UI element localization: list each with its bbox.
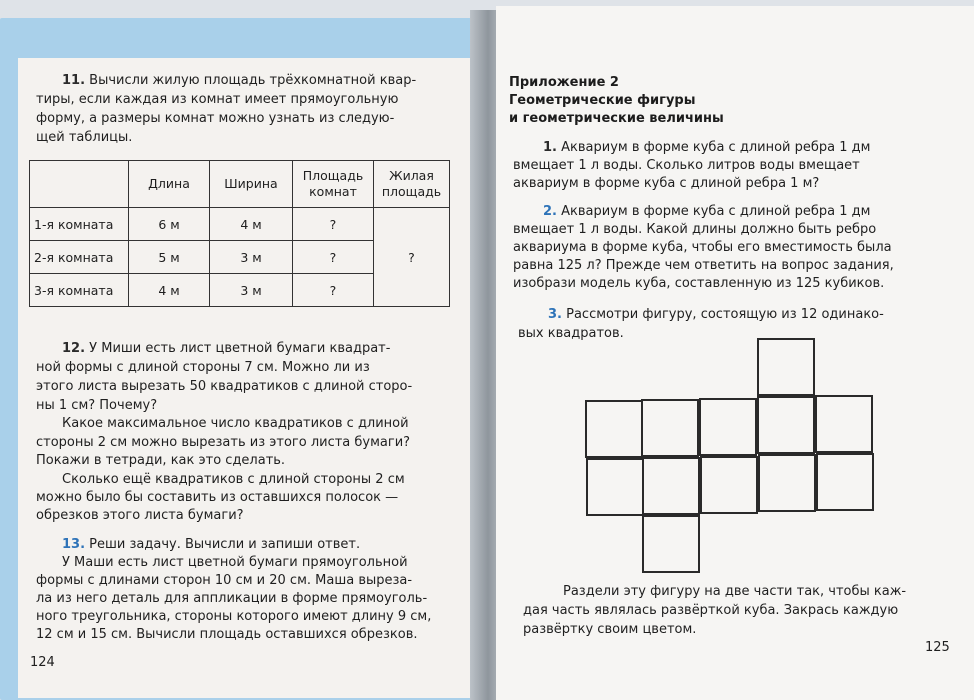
task11-number: 11. — [62, 73, 86, 88]
figure-square — [641, 399, 699, 457]
appendix-title: Приложение 2 — [509, 75, 619, 90]
living-area-cell: ? — [374, 208, 450, 307]
figure-square — [758, 454, 816, 512]
r-task2-line-1: 2. Аквариум в форме куба с длиной ребра 1 дм — [543, 204, 871, 219]
r-task1-number: 1. — [543, 140, 557, 155]
page-number-left: 124 — [30, 655, 55, 670]
r-task2-line-4: равна 125 л? Прежде чем ответить на вопрос задания, — [513, 258, 894, 273]
r-task3-line-1: 3. Рассмотри фигуру, состоящую из 12 одинако- — [548, 307, 884, 322]
table-header-living-area: Жилая площадь — [374, 161, 450, 208]
row-width: 3 м — [210, 241, 293, 274]
appendix-subtitle-1: Геометрические фигуры — [509, 93, 696, 108]
r-task3-line-2: вых квадратов. — [518, 326, 624, 341]
task13-line-3: формы с длинами сторон 10 см и 20 см. Маша выреза- — [36, 573, 413, 588]
task12-line-4: ны 1 см? Почему? — [36, 398, 158, 413]
table-header-area: Площадь комнат — [293, 161, 374, 208]
task13-line-6: 12 см и 15 см. Вычисли площадь оставшихся обрезков. — [36, 627, 418, 642]
r-task3-after-line-2: дая часть являлась развёрткой куба. Закрась каждую — [523, 603, 899, 618]
figure-square — [699, 398, 757, 456]
task11-line-4: щей таблицы. — [36, 130, 133, 145]
task12-number: 12. — [62, 341, 86, 356]
task13-number: 13. — [62, 537, 86, 552]
r-task1-line-1: 1. Аквариум в форме куба с длиной ребра 1 дм — [543, 140, 871, 155]
task12-line-3: этого листа вырезать 50 квадратиков с длиной сторо- — [36, 379, 413, 394]
task11-line-2: тиры, если каждая из комнат имеет прямоугольную — [36, 92, 399, 107]
table-header-empty — [30, 161, 129, 208]
task13-line-5: ного треугольника, стороны которого имеют длину 9 см, — [36, 609, 432, 624]
task11-line-1: 11. Вычисли жилую площадь трёхкомнатной квар- — [62, 73, 417, 88]
appendix-subtitle-2: и геометрические величины — [509, 111, 724, 126]
task12-line-9: можно было бы составить из оставшихся полосок — — [36, 490, 399, 505]
r-task3-after-line-3: развёртку своим цветом. — [523, 622, 697, 637]
row-width: 4 м — [210, 208, 293, 241]
page-number-right: 125 — [925, 640, 950, 655]
row-label: 3-я комната — [30, 274, 129, 307]
r-task2-number: 2. — [543, 204, 557, 219]
figure-square — [586, 458, 644, 516]
r-task3-number: 3. — [548, 307, 562, 322]
task12-line-5: Какое максимальное число квадратиков с длиной — [62, 416, 409, 431]
task12-line-2: ной формы с длиной стороны 7 см. Можно ли из — [36, 360, 370, 375]
figure-square — [816, 453, 874, 511]
row-label: 1-я комната — [30, 208, 129, 241]
table-header-row — [30, 161, 450, 208]
figure-square — [757, 396, 815, 454]
task12-line-6: стороны 2 см можно вырезать из этого листа бумаги? — [36, 435, 411, 450]
task13-line-2: У Маши есть лист цветной бумаги прямоугольной — [62, 555, 408, 570]
r-task2-line-2: вмещает 1 л воды. Какой длины должно быть ребро — [513, 222, 877, 237]
row-length: 5 м — [129, 241, 210, 274]
rooms-table — [29, 160, 450, 307]
figure-square — [700, 456, 758, 514]
row-area: ? — [293, 208, 374, 241]
task11-line-3: форму, а размеры комнат можно узнать из следую- — [36, 111, 395, 126]
task12-line-10: обрезков этого листа бумаги? — [36, 508, 244, 523]
task12-line-1: 12. У Миши есть лист цветной бумаги квадрат- — [62, 341, 391, 356]
r-task2-line-3: аквариума в форме куба, чтобы его вместимость была — [513, 240, 892, 255]
task12-line-7: Покажи в тетради, как это сделать. — [36, 453, 286, 468]
figure-square — [757, 338, 815, 396]
figure-square — [642, 457, 700, 515]
task13-line-4: ла из него деталь для аппликации в форме прямоуголь- — [36, 591, 428, 606]
row-label: 2-я комната — [30, 241, 129, 274]
table-header-length: Длина — [129, 161, 210, 208]
task12-line-8: Сколько ещё квадратиков с длиной стороны 2 см — [62, 472, 405, 487]
r-task1-line-2: вмещает 1 л воды. Сколько литров воды вмещает — [513, 158, 860, 173]
table-row — [30, 208, 450, 241]
twelve-squares-figure — [580, 338, 880, 578]
table-header-width: Ширина — [210, 161, 293, 208]
r-task2-line-5: изобрази модель куба, составленную из 125 кубиков. — [513, 276, 885, 291]
r-task1-line-3: аквариум в форме куба с длиной ребра 1 м? — [513, 176, 820, 191]
figure-square — [642, 515, 700, 573]
row-length: 6 м — [129, 208, 210, 241]
figure-square — [815, 395, 873, 453]
row-area: ? — [293, 241, 374, 274]
figure-square — [585, 400, 643, 458]
row-width: 3 м — [210, 274, 293, 307]
r-task3-after-line-1: Раздели эту фигуру на две части так, чтобы каж- — [563, 584, 907, 599]
row-area: ? — [293, 274, 374, 307]
task13-line-1: 13. Реши задачу. Вычисли и запиши ответ. — [62, 537, 361, 552]
row-length: 4 м — [129, 274, 210, 307]
